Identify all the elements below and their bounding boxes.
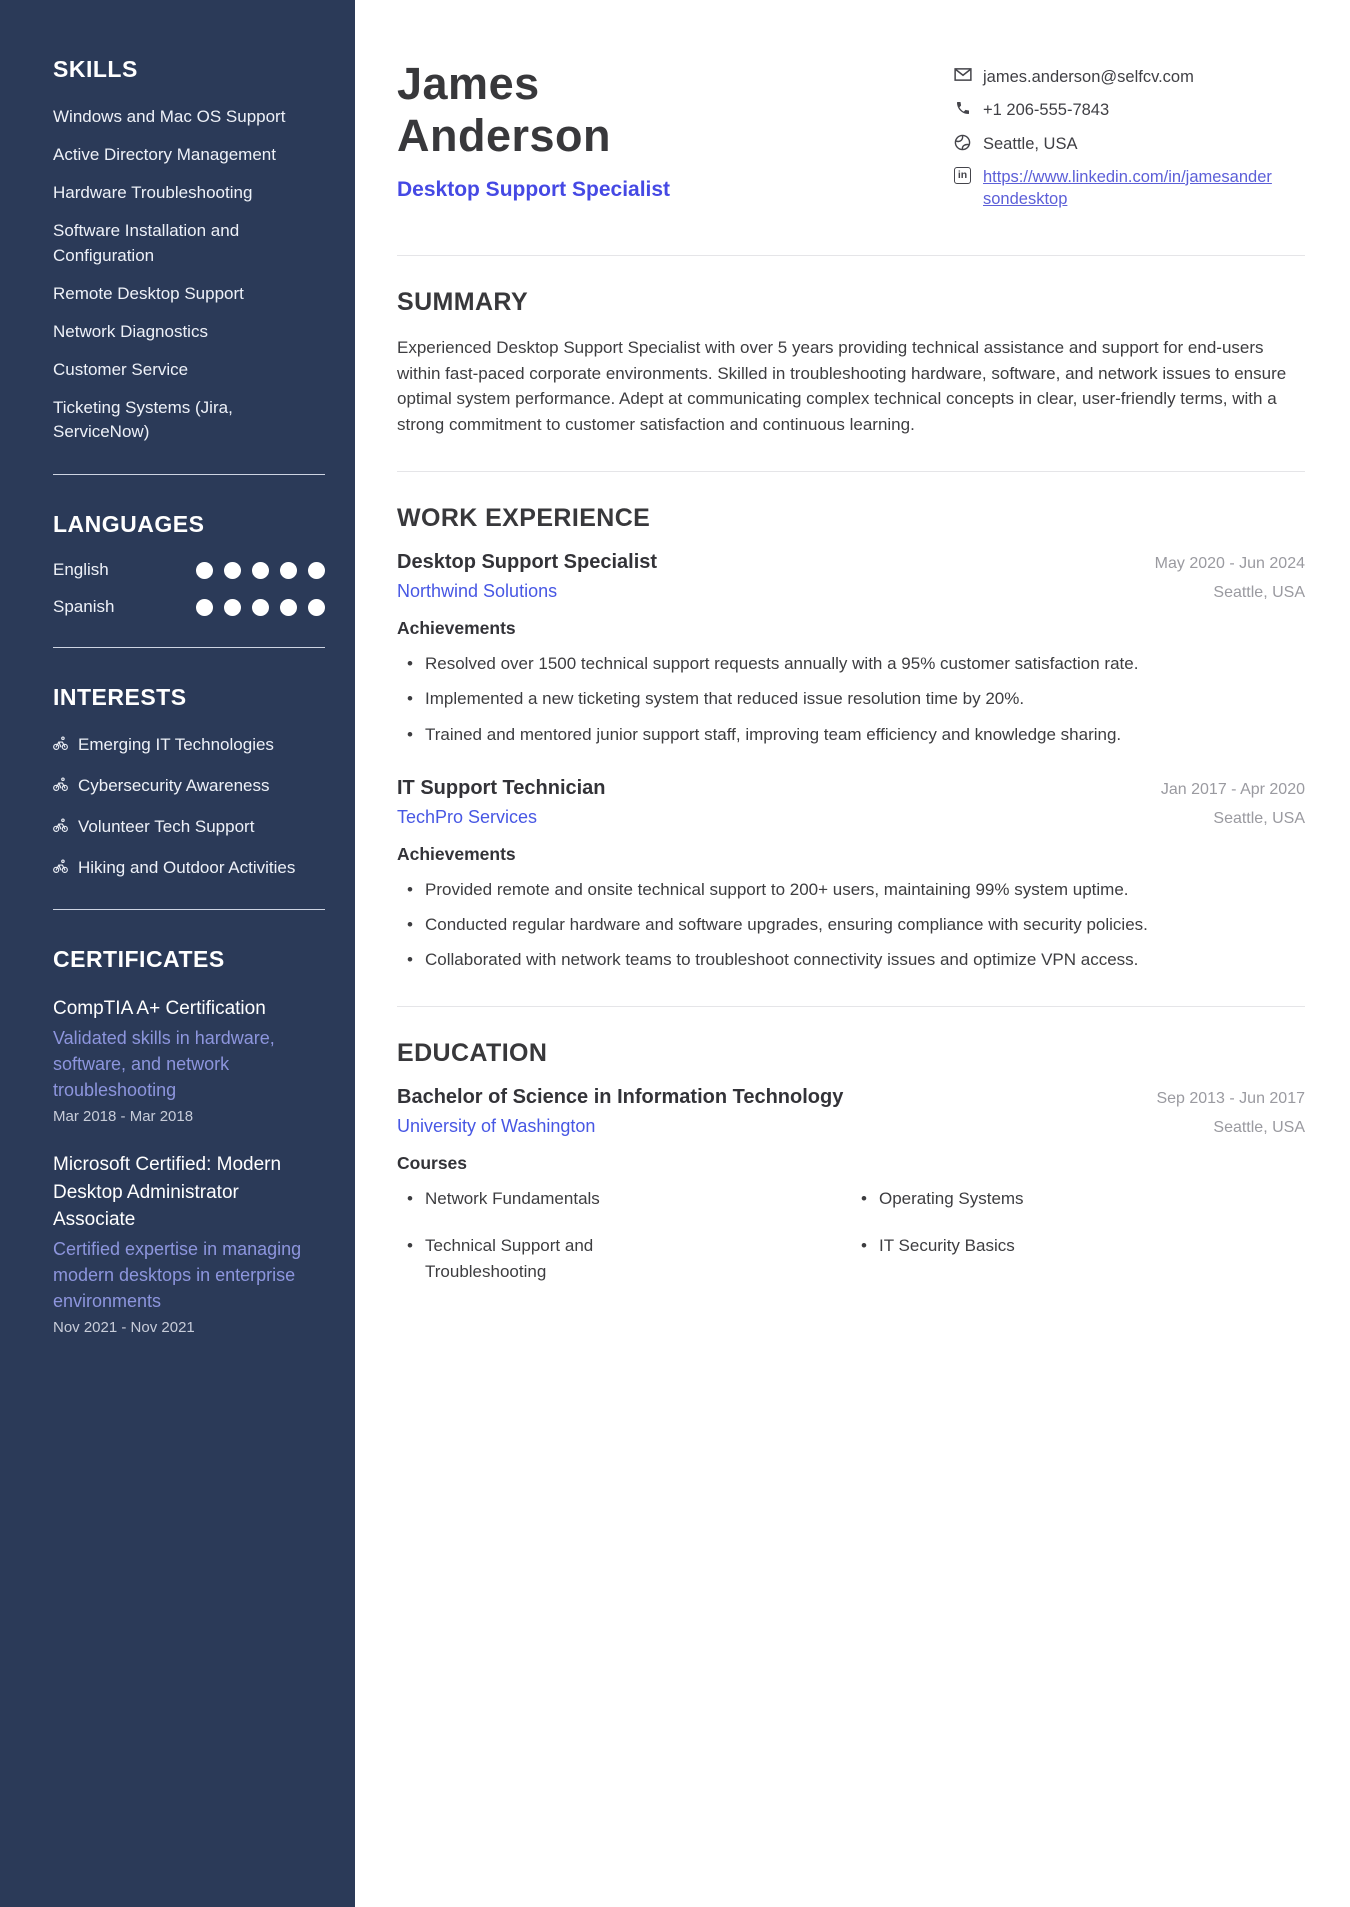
achievement-item: • Implemented a new ticketing system that reduced issue resolution time by 20%.: [397, 686, 1305, 711]
resume-header: [397, 58, 1305, 221]
main-content: [355, 0, 1350, 1907]
certificate-name: Microsoft Certified: Modern Desktop Administrator Associate: [53, 1154, 282, 1231]
courses-columns: [397, 1186, 1305, 1305]
skill-item: Hardware Troubleshooting: [53, 183, 253, 203]
education-location: Seattle, USA: [1213, 1119, 1305, 1137]
interest-item: [53, 815, 325, 839]
language-name: English: [53, 560, 109, 580]
skills-list: [53, 105, 325, 444]
skill-item: Network Diagnostics: [53, 321, 208, 341]
job-company: TechPro Services: [397, 806, 538, 827]
skill-item: Windows and Mac OS Support: [53, 107, 286, 126]
summary-section: [397, 255, 1305, 437]
job-company-row: [397, 800, 1305, 828]
achievement-item: • Trained and mentored junior support staff, improving team efficiency and knowledge sharing.: [397, 722, 1305, 747]
email-icon: [953, 67, 972, 82]
summary-text: Experienced Desktop Support Specialist with over 5 years providing technical assistance and support for end-users within fast-paced corporate environments. Skilled in troubleshooting hardware, software, and network issues to ensure optimal system performance. Adept at communicating complex technical concepts in clear, user-friendly terms, with a strong commitment to customer satisfaction and continuous learning.: [397, 338, 1287, 434]
language-level-dots: [196, 562, 325, 579]
achievement-item: • Conducted regular hardware and software upgrades, ensuring compliance with security policies.: [397, 912, 1305, 937]
achievement-item: • Collaborated with network teams to troubleshoot connectivity issues and optimize VPN access.: [397, 947, 1305, 972]
bicycle-icon: [53, 859, 68, 874]
contact-phone: +1 206-555-7843: [983, 101, 1110, 120]
certificates-heading: CERTIFICATES: [53, 946, 225, 973]
course-item: • Technical Support and Troubleshooting: [397, 1233, 697, 1283]
contact-linkedin-row: [953, 166, 1305, 211]
sidebar-divider: [53, 474, 325, 475]
achievements-list: [397, 651, 1305, 746]
contact-email: james.anderson@selfcv.com: [983, 68, 1194, 86]
bicycle-icon: [53, 818, 68, 833]
achievement-item: • Resolved over 1500 technical support requests annually with a 95% customer satisfaction rate.: [397, 651, 1305, 676]
interest-label: Hiking and Outdoor Activities: [78, 857, 296, 877]
interests-list: [53, 733, 325, 879]
languages-heading: LANGUAGES: [53, 511, 205, 538]
sidebar-divider: [53, 909, 325, 910]
certificate-dates: Mar 2018 - Mar 2018: [53, 1108, 194, 1126]
courses-label: Courses: [397, 1153, 468, 1174]
job-location: Seattle, USA: [1213, 809, 1305, 827]
course-item: • Network Fundamentals: [397, 1186, 697, 1211]
globe-icon: [953, 134, 972, 151]
language-row: [53, 560, 325, 580]
job-company-row: [397, 574, 1305, 602]
person-name: James Anderson: [397, 58, 612, 162]
job-title: IT Support Technician: [397, 776, 606, 799]
degree-row: [397, 1086, 1305, 1109]
job-dates: May 2020 - Jun 2024: [1154, 555, 1305, 573]
contact-email-row: [953, 66, 1305, 88]
work-experience-section: [397, 471, 1305, 972]
interests-section: [53, 684, 325, 879]
course-item: • Operating Systems: [851, 1186, 1151, 1211]
achievements-label: Achievements: [397, 843, 516, 864]
certificate-item: [53, 995, 325, 1125]
linkedin-link[interactable]: https://www.linkedin.com/in/jamesandersondesktop: [983, 167, 1272, 209]
education-dates: Sep 2013 - Jun 2017: [1156, 1090, 1305, 1108]
job-location: Seattle, USA: [1213, 584, 1305, 602]
bicycle-icon: [53, 736, 68, 751]
skills-section: [53, 56, 325, 444]
job-title-row: [397, 777, 1305, 800]
skill-item: Software Installation and Configuration: [53, 221, 240, 265]
skill-item: Customer Service: [53, 359, 189, 379]
job-title-row: [397, 551, 1305, 574]
school-row: [397, 1109, 1305, 1137]
skill-item: Active Directory Management: [53, 145, 276, 165]
certificates-list: [53, 995, 325, 1336]
certificate-item: [53, 1151, 325, 1336]
summary-heading: SUMMARY: [397, 288, 529, 317]
interest-label: Cybersecurity Awareness: [78, 776, 270, 796]
education-heading: EDUCATION: [397, 1039, 548, 1068]
language-row: [53, 597, 325, 617]
job-entry: [397, 777, 1305, 972]
languages-list: [53, 560, 325, 617]
interests-heading: INTERESTS: [53, 684, 187, 711]
degree-title: Bachelor of Science in Information Technology: [397, 1086, 844, 1109]
skill-item: Ticketing Systems (Jira, ServiceNow): [53, 398, 233, 442]
interest-label: Emerging IT Technologies: [78, 735, 274, 755]
contact-block: [953, 58, 1305, 221]
linkedin-icon: in: [953, 167, 972, 184]
interest-label: Volunteer Tech Support: [78, 816, 255, 836]
language-name: Spanish: [53, 597, 115, 617]
identity-block: [397, 58, 737, 202]
work-experience-heading: WORK EXPERIENCE: [397, 504, 651, 533]
courses-column-1: [397, 1186, 851, 1305]
job-company: Northwind Solutions: [397, 581, 558, 602]
job-title: Desktop Support Specialist: [397, 551, 658, 574]
course-item: • IT Security Basics: [851, 1233, 1151, 1258]
skills-heading: SKILLS: [53, 56, 138, 82]
contact-location: Seattle, USA: [983, 134, 1078, 153]
certificate-dates: Nov 2021 - Nov 2021: [53, 1319, 195, 1337]
certificate-description: Validated skills in hardware, software, and network troubleshooting: [53, 1027, 275, 1101]
education-section: [397, 1006, 1305, 1305]
achievements-list: [397, 877, 1305, 972]
language-level-dots: [196, 599, 325, 616]
interest-item: [53, 856, 325, 880]
contact-phone-row: [953, 99, 1305, 121]
job-dates: Jan 2017 - Apr 2020: [1160, 780, 1305, 798]
languages-section: [53, 511, 325, 617]
achievement-item: • Provided remote and onsite technical support to 200+ users, maintaining 99% system uptime.: [397, 877, 1305, 902]
certificate-name: CompTIA A+ Certification: [53, 998, 266, 1020]
certificates-section: [53, 946, 325, 1336]
education-entry: [397, 1086, 1305, 1305]
interest-item: [53, 774, 325, 798]
interest-item: [53, 733, 325, 757]
sidebar: [0, 0, 355, 1907]
person-title: Desktop Support Specialist: [397, 178, 671, 202]
skill-item: Remote Desktop Support: [53, 283, 244, 303]
school-name: University of Washington: [397, 1116, 596, 1137]
job-entry: [397, 551, 1305, 746]
achievements-label: Achievements: [397, 618, 516, 639]
phone-icon: [953, 100, 972, 116]
certificate-description: Certified expertise in managing modern desktops in enterprise environments: [53, 1238, 302, 1312]
contact-location-row: [953, 133, 1305, 155]
bicycle-icon: [53, 777, 68, 792]
sidebar-divider: [53, 647, 325, 648]
courses-column-2: [851, 1186, 1305, 1305]
